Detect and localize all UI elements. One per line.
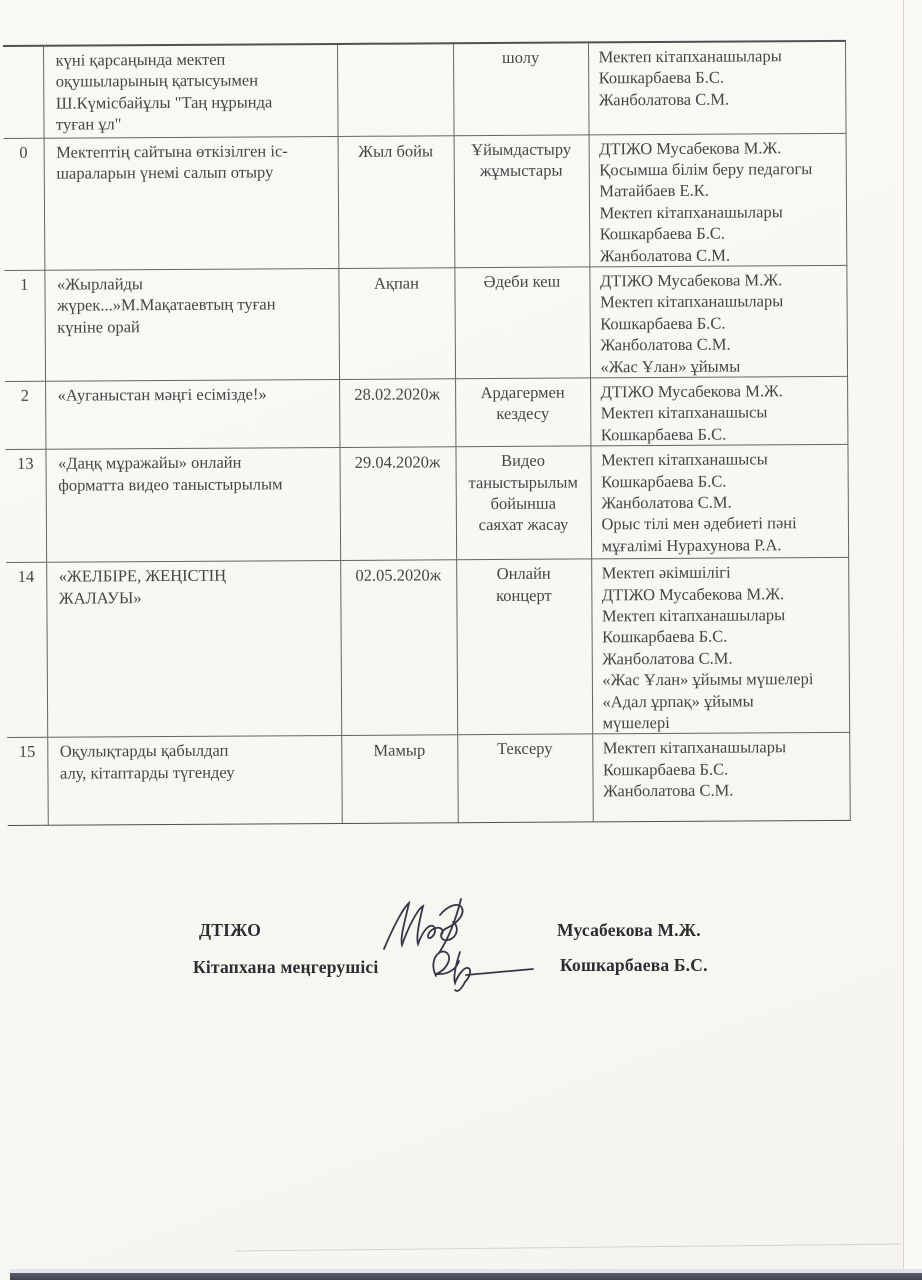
row-number: 14	[6, 562, 47, 737]
signer-name-koshkarbaeva: Кошкарбаева Б.С.	[560, 955, 708, 975]
date-cell: Жыл бойы	[338, 135, 455, 268]
table-row	[6, 558, 849, 738]
date-cell	[337, 43, 454, 136]
table-row	[4, 265, 847, 381]
page-edge-shadow	[903, 0, 904, 1280]
responsible-cell: Мектеп кітапханашысы Кошкарбаева Б.С. Жанболатова С.М. Орыс тілі мен әдебиеті пәні мұғалімі Нурахунова Р.А.	[590, 445, 848, 560]
responsible-cell: ДТІЖО Мусабекова М.Ж. Мектеп кітапханашылары Кошкарбаева Б.С. Жанболатова С.М. «Жас Ұлан» ұйымы	[589, 265, 847, 378]
table-row	[5, 445, 848, 563]
activity-cell: «Ауганыстан мәңгі есімізде!»	[45, 379, 339, 449]
row-number: 2	[5, 381, 45, 449]
format-cell: Ұйымдастыру жұмыстары	[454, 134, 590, 267]
responsible-cell: Мектеп әкімшілігі ДТІЖО Мусабекова М.Ж. Мектеп кітапханашылары Кошкарбаева Б.С. Жанболатова С.М. «Жас Ұлан» ұйымы мүшелері «Адал ұрпақ» ұйымы мүшелері	[591, 558, 849, 735]
responsible-cell: ДТІЖО Мусабекова М.Ж. Мектеп кітапханашысы Кошкарбаева Б.С.	[590, 376, 847, 446]
table-row	[5, 376, 847, 449]
signature-koshkarbaeva	[420, 942, 538, 994]
table-row	[7, 733, 850, 826]
date-cell: 02.05.2020ж	[340, 560, 457, 736]
table-row	[4, 133, 847, 271]
row-number	[3, 46, 44, 138]
responsible-cell: Мектеп кітапханашылары Кошкарбаева Б.С. Жанболатова С.М.	[588, 41, 846, 135]
date-cell: Мамыр	[341, 735, 458, 824]
scan-bottom-edge	[10, 1273, 922, 1280]
responsible-cell: ДТІЖО Мусабекова М.Ж. Қосымша білім беру педагогы Матайбаев Е.К. Мектеп кітапханашылары Кошкарбаева Б.С. Жанболатова С.М.	[589, 133, 847, 267]
row-number: 13	[5, 449, 46, 562]
format-cell: Ардагермен кездесу	[455, 378, 590, 447]
format-cell: шолу	[453, 42, 589, 135]
date-cell: 29.04.2020ж	[339, 447, 456, 561]
work-plan-table	[3, 40, 850, 827]
format-cell: Тексеру	[457, 734, 593, 823]
activity-cell: күні қарсаңында мектеп оқушыларының қатысуымен Ш.Күмісбайұлы "Таң нұрында туған ұл"	[43, 44, 338, 138]
date-cell: 28.02.2020ж	[339, 379, 455, 448]
row-number: 0	[4, 138, 45, 271]
format-cell: Әдеби кеш	[454, 267, 590, 379]
activity-cell: «Даңқ мұражайы» онлайн форматта видео таныстырылым	[45, 448, 340, 563]
format-cell: Видео таныстырылым бойынша саяхат жасау	[455, 446, 591, 560]
signer-role-dtizho: ДТІЖО	[199, 920, 262, 940]
activity-cell: Оқулықтарды қабылдап алу, кітаптарды түгендеу	[47, 736, 342, 826]
signer-role-librarian: Кітапхана меңгерушісі	[193, 957, 379, 977]
row-number: 1	[4, 270, 45, 381]
format-cell: Онлайн концерт	[456, 559, 592, 735]
activity-cell: Мектептің сайтына өткізілген іс- шараларын үнемі салып отыру	[44, 136, 339, 270]
responsible-cell: Мектеп кітапханашылары Кошкарбаева Б.С. Жанболатова С.М.	[592, 733, 850, 823]
scan-faint-line	[235, 1244, 901, 1252]
page-edge-right	[904, 0, 922, 1280]
signer-name-musabekova: Мусабекова М.Ж.	[557, 920, 701, 940]
activity-cell: «ЖЕЛБІРЕ, ЖЕҢІСТІҢ ЖАЛАУЫ»	[46, 561, 341, 738]
row-number: 15	[7, 738, 48, 826]
table-row	[3, 41, 846, 138]
date-cell: Ақпан	[338, 268, 455, 380]
activity-cell: «Жырлайды жүрек...»М.Мақатаевтың туған күніне орай	[44, 268, 339, 381]
